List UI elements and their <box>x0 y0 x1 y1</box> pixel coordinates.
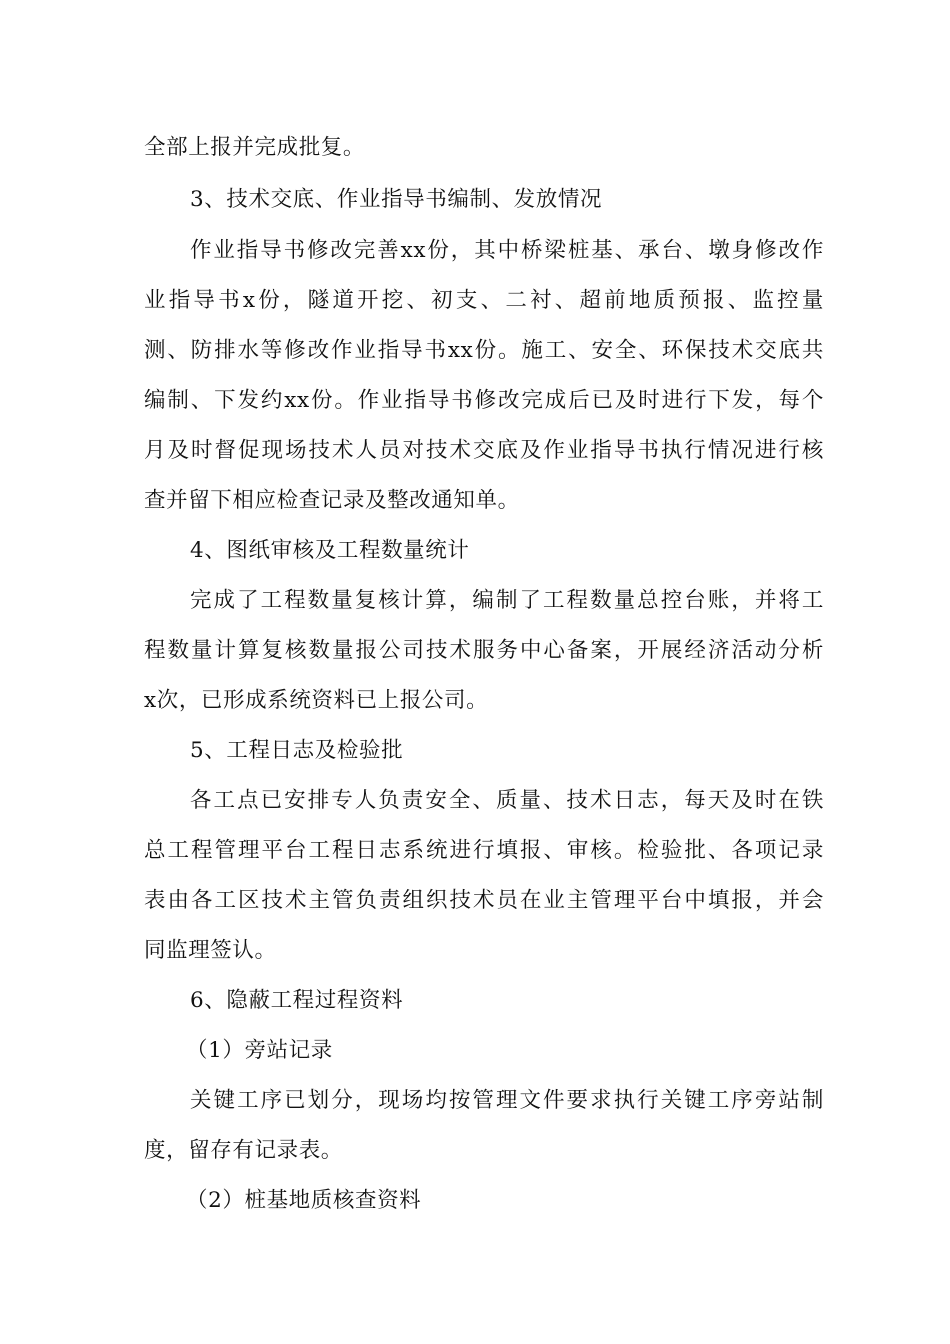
section-heading: 4、图纸审核及工程数量统计 <box>190 538 470 563</box>
paragraph-line: 编制、下发约xx份。作业指导书修改完成后已及时进行下发，每个 <box>144 388 824 413</box>
subsection-heading: （1）旁站记录 <box>186 1038 333 1063</box>
paragraph-line: 总工程管理平台工程日志系统进行填报、审核。检验批、各项记录 <box>144 838 824 863</box>
paragraph-line: 查并留下相应检查记录及整改通知单。 <box>144 488 520 513</box>
paragraph-line: 程数量计算复核数量报公司技术服务中心备案，开展经济活动分析 <box>144 638 824 663</box>
paragraph-line: 业指导书x份，隧道开挖、初支、二衬、超前地质预报、监控量 <box>144 288 824 313</box>
paragraph-line: 作业指导书修改完善xx份，其中桥梁桩基、承台、墩身修改作 <box>190 238 824 263</box>
paragraph-line: 关键工序已划分，现场均按管理文件要求执行关键工序旁站制 <box>190 1088 824 1113</box>
paragraph-line: 各工点已安排专人负责安全、质量、技术日志，每天及时在铁 <box>190 788 824 813</box>
section-heading: 6、隐蔽工程过程资料 <box>190 988 404 1013</box>
paragraph-line: 度，留存有记录表。 <box>144 1138 343 1163</box>
section-heading: 3、技术交底、作业指导书编制、发放情况 <box>190 187 603 212</box>
paragraph-line: 表由各工区技术主管负责组织技术员在业主管理平台中填报，并会 <box>144 888 824 913</box>
paragraph-line: 完成了工程数量复核计算，编制了工程数量总控台账，并将工 <box>190 588 824 613</box>
paragraph-line: 月及时督促现场技术人员对技术交底及作业指导书执行情况进行核 <box>144 438 824 463</box>
section-heading: 5、工程日志及检验批 <box>190 738 404 763</box>
paragraph-line: 全部上报并完成批复。 <box>144 135 366 160</box>
paragraph-line: 同监理签认。 <box>144 938 277 963</box>
paragraph-line: x次，已形成系统资料已上报公司。 <box>144 688 489 713</box>
paragraph-line: 测、防排水等修改作业指导书xx份。施工、安全、环保技术交底共 <box>144 338 824 363</box>
subsection-heading: （2）桩基地质核查资料 <box>186 1188 422 1213</box>
